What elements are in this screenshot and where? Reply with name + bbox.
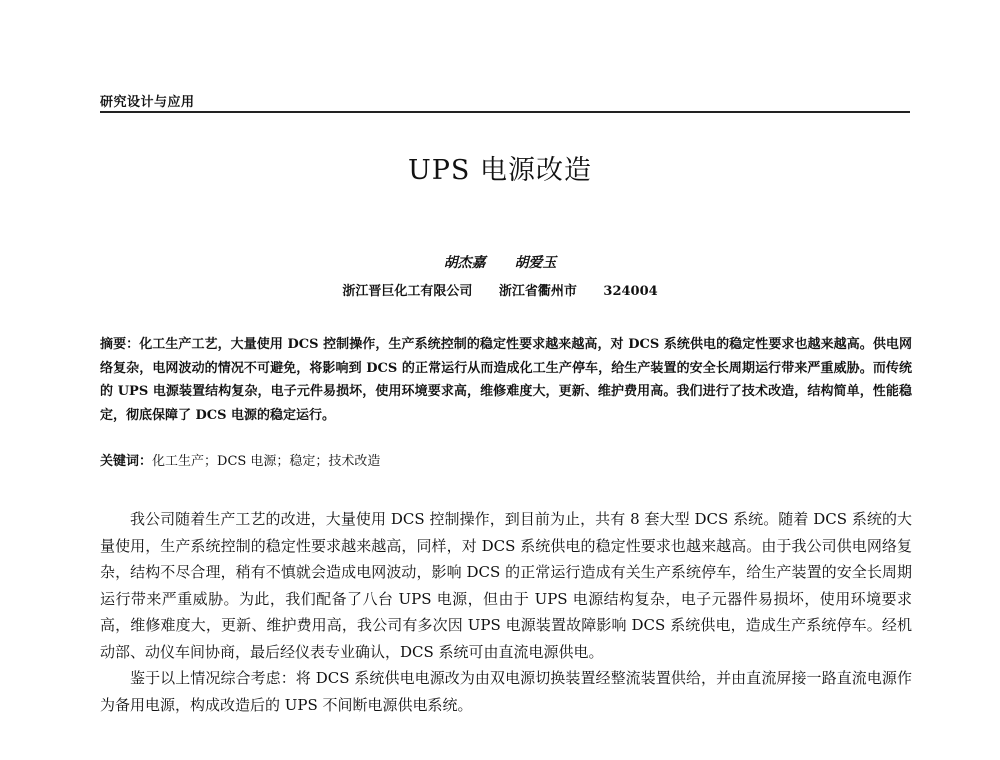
- running-header: 研究设计与应用: [100, 95, 195, 110]
- keywords: [100, 452, 912, 472]
- body-paragraph: 鉴于以上情况综合考虑：将 DCS 系统供电电源改为由双电源切换装置经整流装置供给，并由直流屏接一路直流电源作为备用电源，构成改造后的 UPS 不间断电源供电系统。: [100, 669, 912, 714]
- author-name: 胡杰嘉: [443, 255, 486, 271]
- author-name: 胡爱玉: [514, 255, 557, 271]
- affiliation-location: 浙江省衢州市: [498, 284, 577, 299]
- affiliation-postcode: 324004: [603, 284, 658, 299]
- article-body: [100, 506, 912, 718]
- affiliation-line: [0, 280, 1000, 299]
- author-line: [0, 252, 1000, 272]
- abstract: 摘要：化工生产工艺，大量使用 DCS 控制操作，生产系统控制的稳定性要求越来越高，对 DCS 系统供电的稳定性要求也越来越高。供电网络复杂，电网波动的情况不可避免，将影响到 DCS 的正常运行从而造成化工生产停车，给生产装置的安全长周期运行带来严重威胁。而传统的 UPS 电源装置结构复杂，电子元件易损坏，使用环境要求高，维修难度大，更新、维护费用高。我们进行了技术改造，结构简单，性能稳定，彻底保障了 DCS 电源的稳定运行。: [100, 337, 912, 423]
- header-rule: [100, 111, 910, 113]
- article-title: UPS 电源改造: [407, 155, 592, 186]
- body-paragraph: 我公司随着生产工艺的改进，大量使用 DCS 控制操作，到目前为止，共有 8 套大型 DCS 系统。随着 DCS 系统的大量使用，生产系统控制的稳定性要求越来越高，同样，对 DCS 系统供电的稳定性要求也越来越高。由于我公司供电网络复杂，结构不尽合理，稍有不慎就会造成电网波动，影响 DCS 的正常运行造成有关生产系统停车，给生产装置的安全长周期运行带来严重威胁。为此，我们配备了八台 UPS 电源，但由于 UPS 电源结构复杂，电子元器件易损坏，使用环境要求高，维修难度大，更新、维护费用高，我公司有多次因 UPS 电源装置故障影响 DCS 系统供电，造成生产系统停车。经机动部、动仪车间协商，最后经仪表专业确认，DCS 系统可由直流电源供电。: [100, 510, 912, 661]
- keywords-text: 化工生产；DCS 电源；稳定；技术改造: [152, 454, 381, 469]
- affiliation-company: 浙江晋巨化工有限公司: [342, 284, 473, 299]
- keywords-label: 关键词：: [100, 454, 153, 469]
